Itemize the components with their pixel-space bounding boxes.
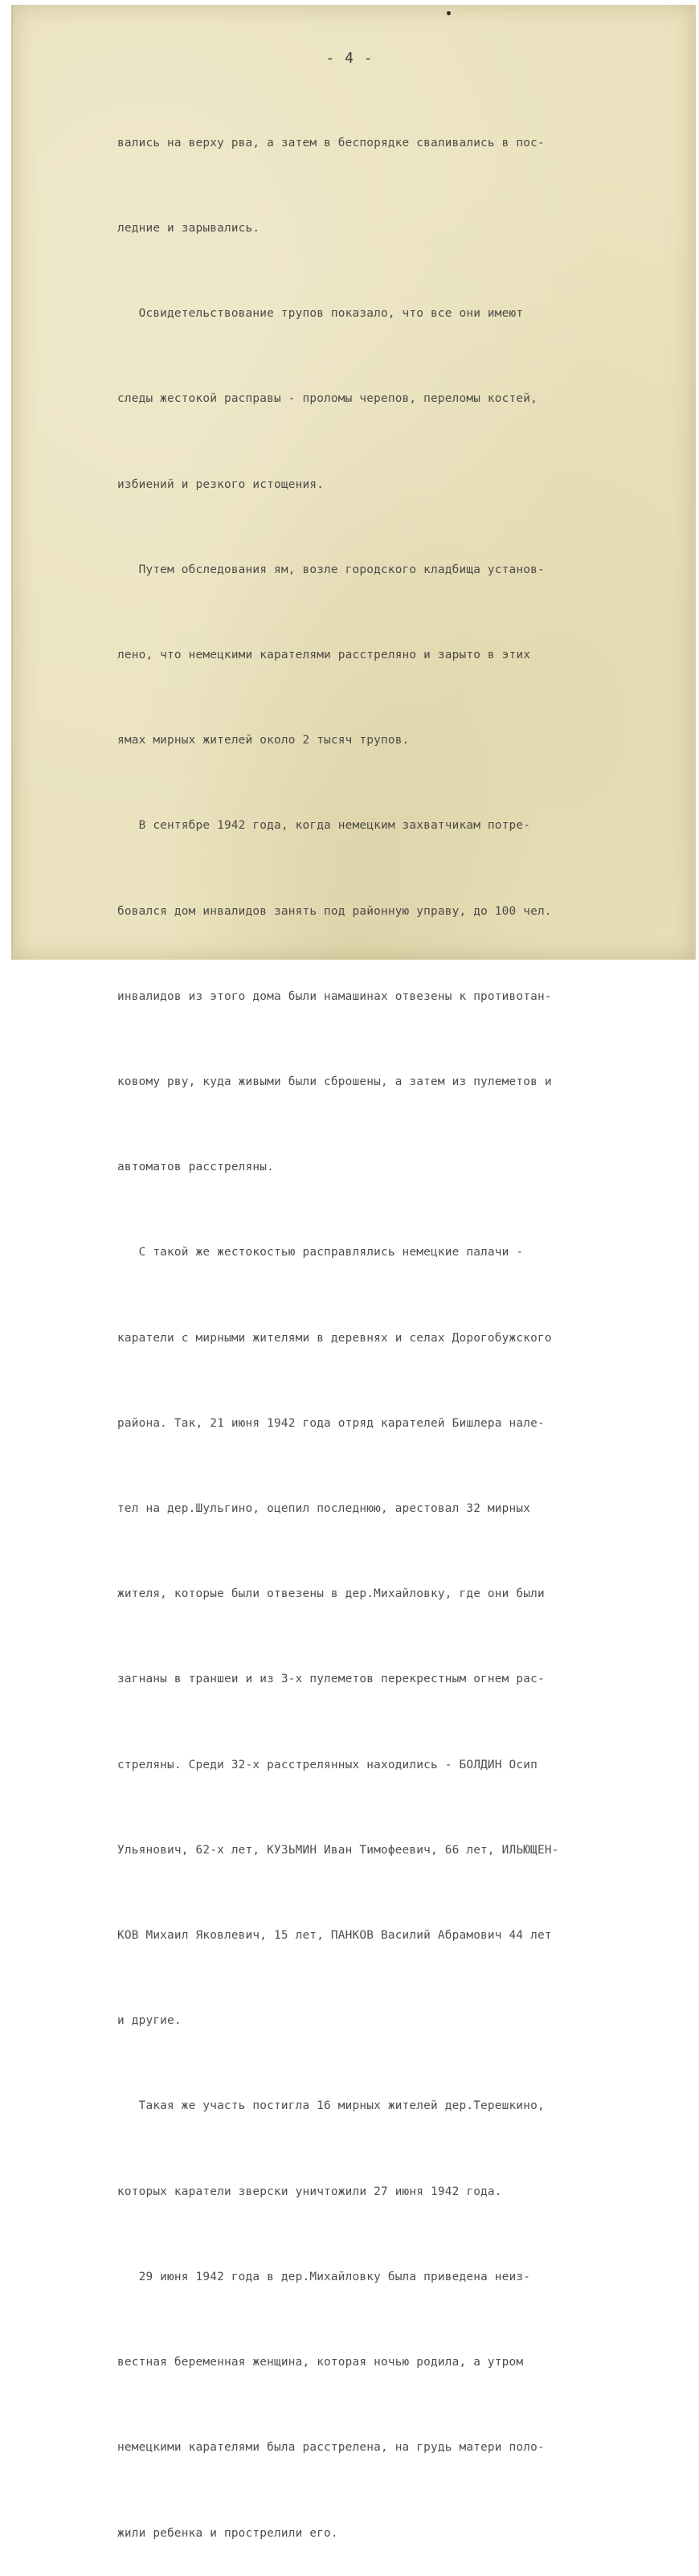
text-line: и другие. [117,2014,182,2028]
text-line: ледние и зарывались. [117,222,260,235]
page-number: - 4 - [325,50,374,67]
text-line: Освидетельствование трупов показало, что все они имеют [117,307,524,321]
text-line: инвалидов из этого дома были намашинах отвезены к противотан- [117,989,552,1003]
punch-hole-mark [447,11,451,15]
text-line: немецкими карателями была расстрелена, на грудь матери поло- [117,2441,545,2455]
text-line: КОВ Михаил Яковлевич, 15 лет, ПАНКОВ Василий Абрамович 44 лет [117,1929,552,1943]
text-line: 29 июня 1942 года в дер.Михайловку была приведена неиз- [117,2270,531,2283]
text-line: каратели с мирными жителями в деревнях и селах Дорогобужского [117,1331,552,1345]
text-line: автоматов расстреляны. [117,1161,275,1174]
text-line: Путем обследования ям, возле городского кладбища установ- [117,563,545,576]
text-line: бовался дом инвалидов занять под районную управу, до 100 чел. [117,904,552,918]
text-line: лено, что немецкими карателями расстреляно и зарыто в этих [117,649,531,662]
document-text [117,72,680,2576]
text-line: стреляны. Среди 32-х расстрелянных находились - БОЛДИН Осип [117,1758,538,1771]
text-line: В сентябре 1942 года, когда немецким захватчикам потре- [117,819,531,833]
text-line: жителя, которые были отвезены в дер.Михайловку, где они были [117,1587,545,1601]
text-line: района. Так, 21 июня 1942 года отряд карателей Бишлера нале- [117,1416,545,1430]
text-line: ковому рву, куда живыми были сброшены, а затем из пулеметов и [117,1075,552,1089]
text-line: Ульянович, 62-х лет, КУЗЬМИН Иван Тимофеевич, 66 лет, ИЛЬЮЩЕН- [117,1843,559,1857]
text-line: вестная беременная женщина, которая ночью родила, а утром [117,2356,524,2369]
text-line: загнаны в траншеи и из 3-х пулеметов перекрестным огнем рас- [117,1673,545,1686]
text-line: вались на верху рва, а затем в беспорядке сваливались в пос- [117,136,545,149]
text-line: ямах мирных жителей около 2 тысяч трупов. [117,734,410,747]
text-line: следы жестокой расправы - проломы черепов, переломы костей, [117,392,538,406]
text-line: жили ребенка и прострелили его. [117,2526,338,2540]
text-line: тел на дер.Шульгино, оцепил последнюю, арестовал 32 мирных [117,1502,531,1516]
text-line: избиений и резкого истощения. [117,477,325,491]
text-line: Такая же участь постигла 16 мирных жителей дер.Терешкино, [117,2099,545,2113]
text-line: С такой же жестокостью расправлялись немецкие палачи - [117,1246,524,1259]
text-line: которых каратели зверски уничтожили 27 июня 1942 года. [117,2185,502,2198]
